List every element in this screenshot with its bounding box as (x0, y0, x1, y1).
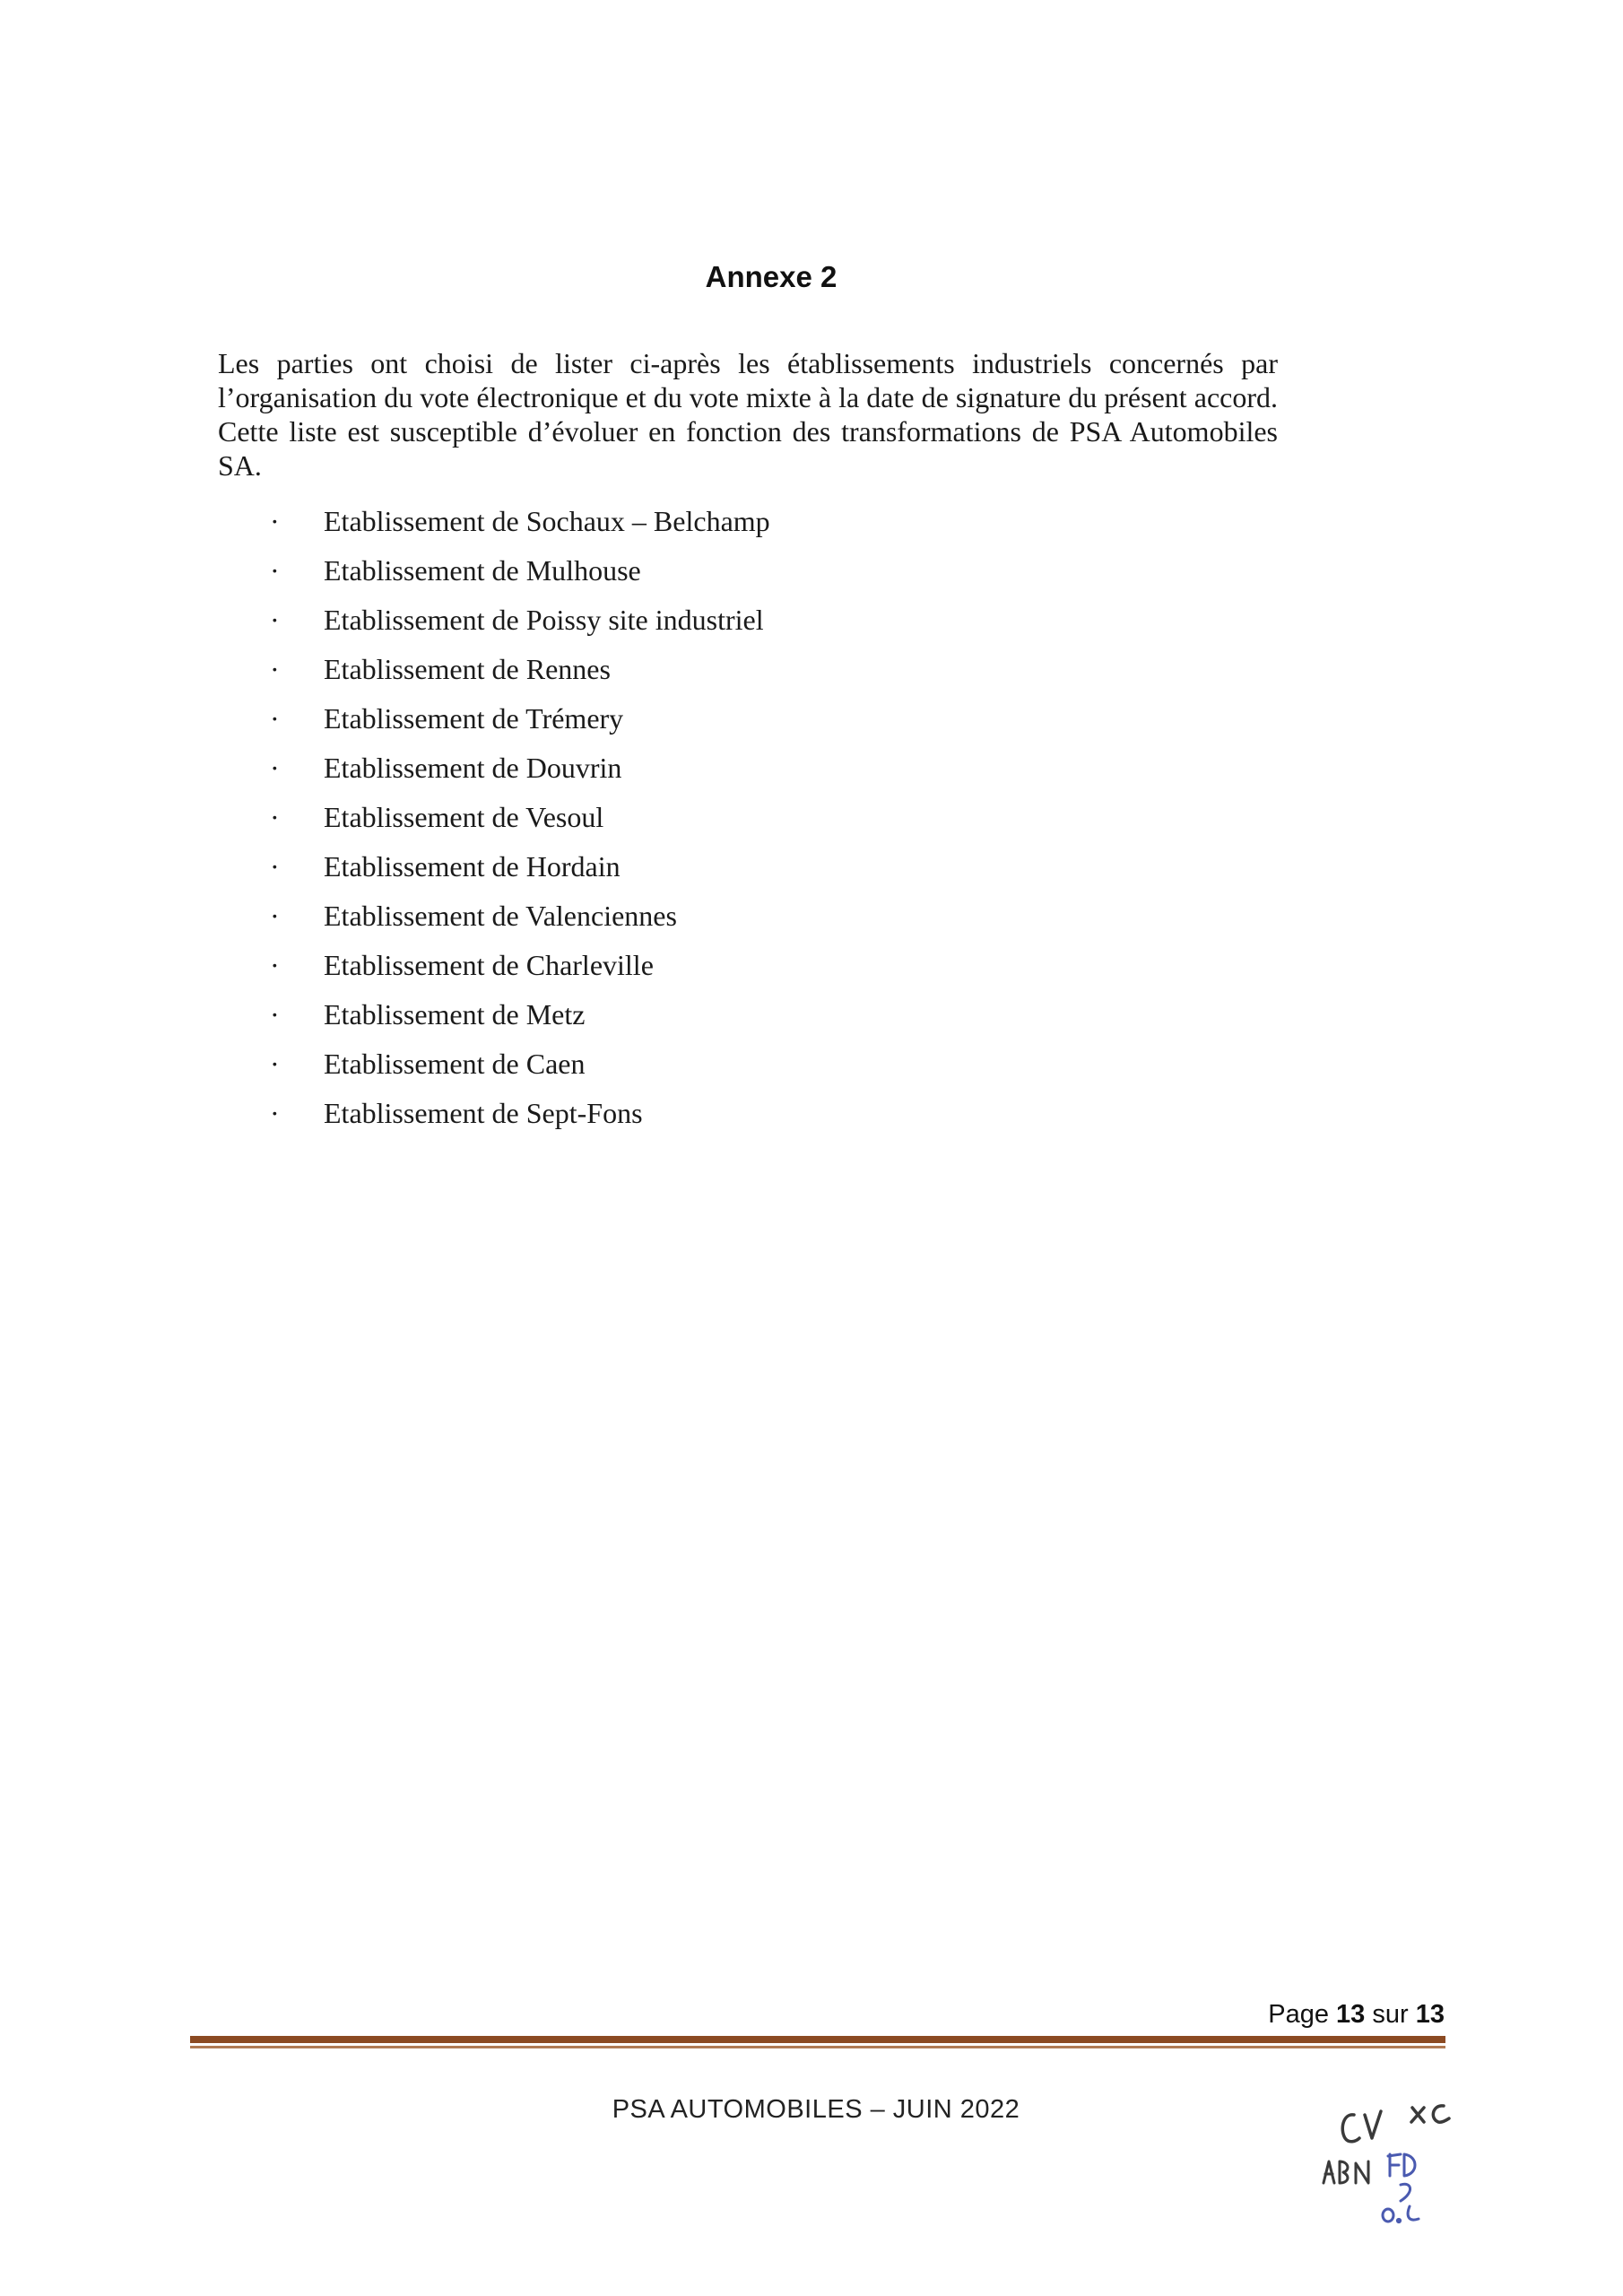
footer-rule-thick (190, 2036, 1445, 2043)
page-current: 13 (1336, 2000, 1366, 2029)
bullet-icon: · (270, 850, 280, 883)
bullet-icon: · (270, 554, 280, 587)
bullet-icon: · (270, 949, 280, 981)
annex-title: Annexe 2 (705, 260, 838, 293)
bullet-icon: · (270, 801, 280, 833)
establishment-name: Etablissement de Caen (324, 1048, 586, 1080)
establishment-name: Etablissement de Hordain (324, 850, 621, 883)
page-separator: sur (1372, 2000, 1409, 2029)
footer-text: PSA AUTOMOBILES – JUIN 2022 (612, 2095, 1020, 2124)
bullet-icon: · (270, 1097, 280, 1129)
page-prefix: Page (1268, 2000, 1329, 2029)
footer-rule-thin (190, 2046, 1445, 2048)
initials-ol-mark (1383, 2206, 1419, 2222)
intro-paragraph: Les parties ont choisi de lister ci-après les établissements industriels concernés par l’organisation du vote électronique et du vote mixte à la date de signature du présent accord. Cette liste est susceptible d’évoluer en fonction des transformations de PSA Automobiles SA. (218, 347, 1278, 482)
establishment-name: Etablissement de Charleville (324, 949, 654, 981)
establishment-name: Etablissement de Mulhouse (324, 554, 641, 587)
bullet-icon: · (270, 604, 280, 636)
establishment-name: Etablissement de Poissy site industriel (324, 604, 764, 636)
initials-fd-mark (1388, 2154, 1415, 2201)
establishment-name: Etablissement de Rennes (324, 653, 611, 685)
bullet-icon: · (270, 752, 280, 784)
establishment-name: Etablissement de Metz (324, 998, 586, 1031)
establishment-name: Etablissement de Douvrin (324, 752, 622, 784)
bullet-icon: · (270, 1048, 280, 1080)
bullet-icon: · (270, 702, 280, 735)
bullet-icon: · (270, 653, 280, 685)
establishment-name: Etablissement de Trémery (324, 702, 624, 735)
establishment-name: Etablissement de Vesoul (324, 801, 604, 833)
establishment-name: Etablissement de Sochaux – Belchamp (324, 505, 770, 537)
establishment-name: Etablissement de Valenciennes (324, 900, 677, 932)
page-number (1268, 2000, 1445, 2030)
page-total: 13 (1415, 2000, 1445, 2029)
handwritten-initials (1318, 2099, 1488, 2233)
bullet-icon: · (270, 998, 280, 1031)
initials-abn-mark (1324, 2161, 1368, 2183)
establishment-name: Etablissement de Sept-Fons (324, 1097, 643, 1129)
bullet-icon: · (270, 900, 280, 932)
bullet-icon: · (270, 505, 280, 537)
initials-cv-mark (1342, 2111, 1381, 2142)
initials-xc-mark (1411, 2106, 1449, 2122)
